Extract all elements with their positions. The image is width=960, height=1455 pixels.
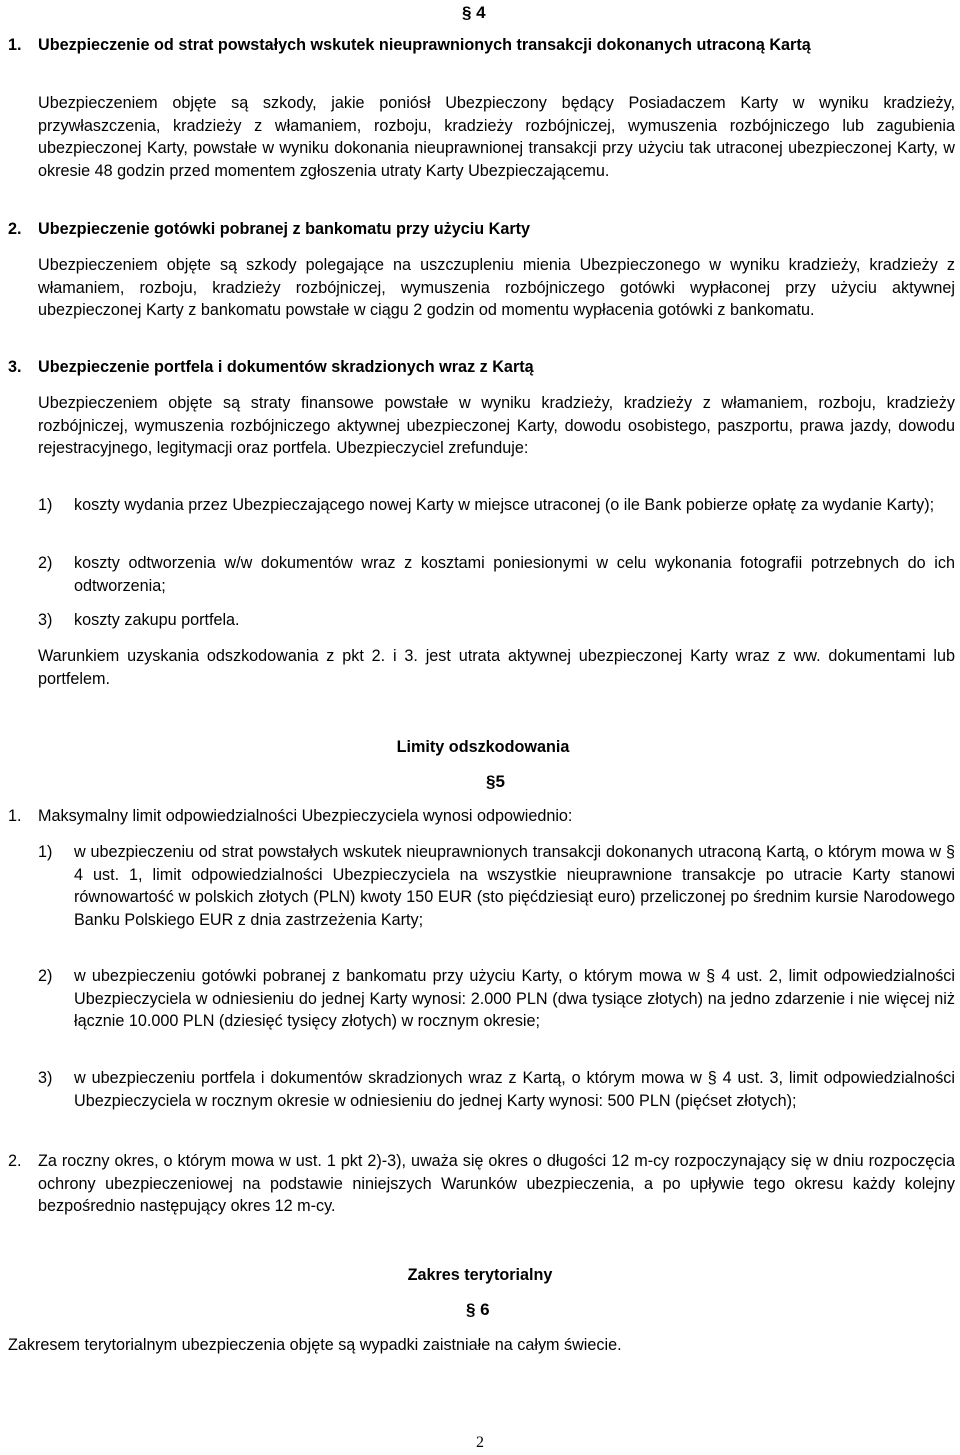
s5-item1-sub3-number: 3) <box>38 1069 53 1087</box>
s4-item3-body: Ubezpieczeniem objęte są straty finansowe powstałe w wyniku kradzieży, kradzieży z włamaniem, rozboju, kradzieży rozbójniczej, wymuszenia rozbójniczego aktywnej ubezpieczonej Karty, dowodu osobistego, paszportu, prawa jazdy, dowodu rejestracyjnego, legitymacji oraz portfela. Ubezpieczyciel zrefunduje: <box>38 394 955 457</box>
s4-item1-number: 1. <box>8 36 22 54</box>
s6-text: Zakresem terytorialnym ubezpieczenia objęte są wypadki zaistniałe na całym świecie. <box>8 1336 622 1354</box>
s5-item1-sub1-number: 1) <box>38 843 53 861</box>
s4-item3-sub2-number: 2) <box>38 554 53 572</box>
s4-item3-sub3-number: 3) <box>38 611 53 629</box>
s4-item1-body: Ubezpieczeniem objęte są szkody, jakie poniósł Ubezpieczony będący Posiadaczem Karty w wyniku kradzieży, przywłaszczenia, kradzieży z włamaniem, rozboju, kradzieży rozbójniczej, wymuszenia rozbójniczego lub zagubienia ubezpieczonej Karty, powstałe w wyniku dokonania nieuprawnionej transakcji przy użyciu tak utraconej ubezpieczonej Karty, w okresie 48 godzin przed momentem zgłoszenia utraty Karty Ubezpieczającemu. <box>38 94 955 180</box>
s4-item3-sub1-number: 1) <box>38 496 53 514</box>
s5-item1-number: 1. <box>8 807 22 825</box>
s5-item1-sub3-text: w ubezpieczeniu portfela i dokumentów skradzionych wraz z Kartą, o którym mowa w § 4 ust. 3, limit odpowiedzialności Ubezpieczyciela w rocznym okresie w odniesieniu do jednej Karty wynosi: 500 PLN (pięćset złotych); <box>74 1069 955 1110</box>
s5-item2-number: 2. <box>8 1152 22 1170</box>
s4-item3-sub3-text: koszty zakupu portfela. <box>74 611 240 629</box>
s5-item1-sub1-text: w ubezpieczeniu od strat powstałych wskutek nieuprawnionych transakcji dokonanych utraconą Kartą, o którym mowa w § 4 ust. 1, limit odpowiedzialności Ubezpieczyciela na wszystkie nieuprawnione transakcje po utracie Karty stanowi równowartość w polskich złotych (PLN) kwoty 150 EUR (sto pięćdziesiąt euro) przeliczonej po średnim kursie Narodowego Banku Polskiego EUR z dnia zastrzeżenia Karty; <box>74 843 955 929</box>
s4-item3-sub2-text: koszty odtworzenia w/w dokumentów wraz z kosztami poniesionymi w celu wykonania fotografii potrzebnych do ich odtworzenia; <box>74 554 955 595</box>
s4-item3-closing: Warunkiem uzyskania odszkodowania z pkt 2. i 3. jest utrata aktywnej ubezpieczonej Karty wraz z ww. dokumentami lub portfelem. <box>38 647 955 688</box>
s5-item2-text: Za roczny okres, o którym mowa w ust. 1 pkt 2)-3), uważa się okres o długości 12 m-cy rozpoczynający się w dniu rozpoczęcia ochrony ubezpieczeniowej na podstawie niniejszych Warunków ubezpieczenia, a po upływie tego okresu każdy kolejny bezpośrednio następujący okres 12 m-cy. <box>38 1152 955 1215</box>
section-6-symbol: § 6 <box>466 1300 490 1319</box>
s4-item3-sub1-text: koszty wydania przez Ubezpieczającego nowej Karty w miejsce utraconej (o ile Bank pobierze opłatę za wydanie Karty); <box>74 496 935 514</box>
s4-item2-number: 2. <box>8 220 22 238</box>
section-5-symbol: §5 <box>486 772 505 791</box>
s5-item1-sub2-text: w ubezpieczeniu gotówki pobranej z bankomatu przy użyciu Karty, o którym mowa w § 4 ust. 2, limit odpowiedzialności Ubezpieczyciela w odniesieniu do jednej Karty wynosi: 2.000 PLN (dwa tysiące złotych) na jedno zdarzenie i nie więcej niż łącznie 10.000 PLN (dziesięć tysięcy złotych) w rocznym okresie; <box>74 967 955 1030</box>
s4-item2-title: Ubezpieczenie gotówki pobranej z bankomatu przy użyciu Karty <box>38 220 531 238</box>
page-number: 2 <box>476 1434 484 1451</box>
section-5-heading: Limity odszkodowania <box>396 738 570 756</box>
s4-item3-title: Ubezpieczenie portfela i dokumentów skradzionych wraz z Kartą <box>38 358 534 376</box>
s4-item3-number: 3. <box>8 358 22 376</box>
section-6-heading: Zakres terytorialny <box>407 1266 553 1284</box>
s4-item1-title: Ubezpieczenie od strat powstałych wskutek nieuprawnionych transakcji dokonanych utraconą Kartą <box>38 36 811 54</box>
section-4-symbol: § 4 <box>462 3 486 22</box>
s5-item1-text: Maksymalny limit odpowiedzialności Ubezpieczyciela wynosi odpowiednio: <box>38 807 573 825</box>
s4-item2-body: Ubezpieczeniem objęte są szkody polegające na uszczupleniu mienia Ubezpieczonego w wyniku kradzieży, kradzieży z włamaniem, rozboju, kradzieży rozbójniczej, wymuszenia rozbójniczego gotówki wypłaconej przy użyciu aktywnej ubezpieczonej Karty z bankomatu powstałe w ciągu 2 godzin od momentu wypłacenia gotówki z bankomatu. <box>38 256 955 319</box>
s5-item1-sub2-number: 2) <box>38 967 53 985</box>
